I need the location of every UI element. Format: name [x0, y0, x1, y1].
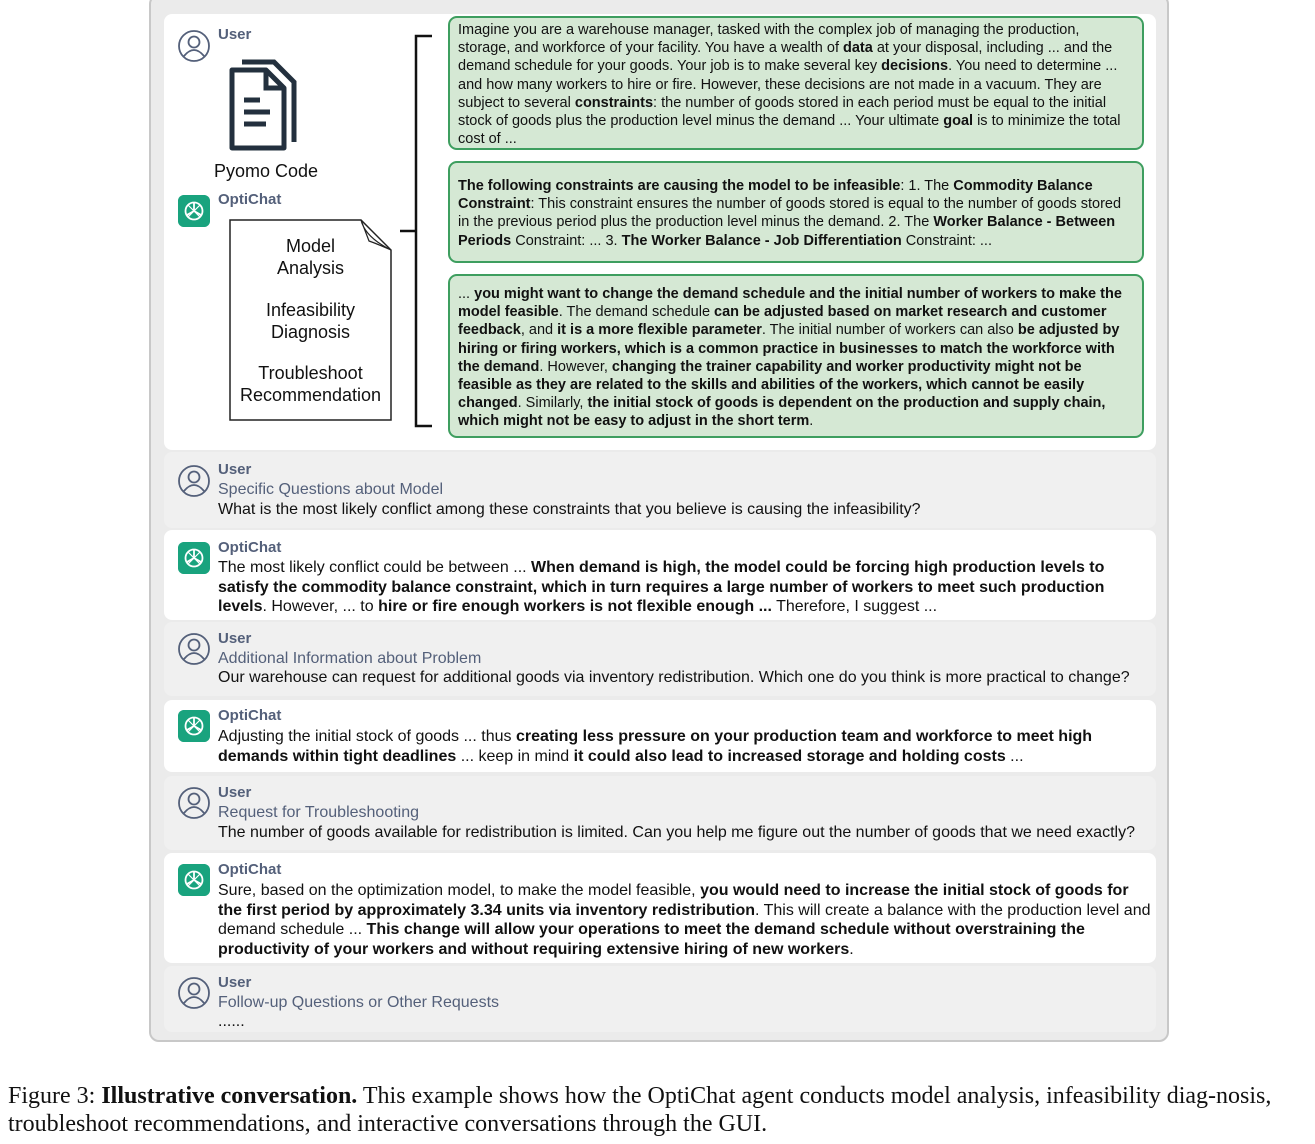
message-subtitle: Follow-up Questions or Other Requests [218, 994, 500, 1011]
emphasized-text: decisions [881, 58, 949, 75]
emphasized-text: it could also lead to increased storage and holding costs [573, 747, 1006, 765]
analysis-item: Diagnosis [270, 322, 351, 342]
text-run: ...... [218, 1013, 245, 1030]
emphasized-text: When demand is high, the model could be forcing high production levels to satisfy the commodity balance constraint, which in turn requires a large number of workers to meet such production levels [218, 559, 1105, 615]
troubleshoot-recommendation-box [448, 274, 1144, 438]
user-message [164, 452, 1156, 528]
user-avatar-icon [178, 977, 210, 1009]
text-run: , and [520, 322, 558, 339]
text-run: at your disposal, including ... and the demand schedule for your goods. Your job is to make several key [458, 40, 1113, 75]
message-subtitle: Specific Questions about Model [218, 481, 444, 498]
text-run: . [809, 413, 814, 430]
message-text [218, 881, 1153, 959]
message-text [218, 727, 1153, 766]
role-label: User [218, 974, 252, 991]
message-text [218, 500, 1153, 520]
user-message [164, 622, 1156, 696]
user-message [164, 966, 1156, 1032]
text-run: ... keep in mind [456, 747, 574, 765]
text-run: . This will create a balance with the production level and demand schedule ... [218, 901, 1151, 938]
emphasized-text: hire or fire enough workers is not flexible enough ... [378, 598, 772, 615]
bracket-connector [398, 34, 434, 428]
analysis-item: Infeasibility [265, 300, 356, 320]
text-run: Constraint: ... 3. [511, 232, 622, 249]
user-label: User [218, 26, 252, 43]
emphasized-text: creating less pressure on your production team and workforce to meet high demands within tight deadlines [218, 728, 1093, 765]
user-message [164, 776, 1156, 850]
message-text [218, 558, 1153, 617]
user-avatar-icon [178, 465, 210, 497]
text-run: Therefore, I suggest ... [771, 598, 938, 615]
text-run: Our warehouse can request for additional goods via inventory redistribution. Which one do you think is more practical to change? [218, 669, 1130, 686]
user-avatar-icon [178, 787, 210, 819]
text-run: is to minimize the total cost of ... [458, 113, 1121, 148]
infeasibility-diagnosis-box [448, 161, 1144, 263]
text-run: Adjusting the initial stock of goods ... thus [218, 728, 516, 745]
emphasized-text: changing the trainer capability and worker productivity might not be feasible as they are related to the skills and abilities of the workers, which cannot be easily changed [458, 358, 1085, 412]
role-label: OptiChat [218, 707, 282, 724]
text-run: . Similarly, [517, 395, 588, 412]
text-run: Constraint: ... [901, 232, 992, 249]
emphasized-text: The Worker Balance - Job Differentiation [621, 232, 902, 249]
figure-caption [8, 1082, 1308, 1138]
caption-text: This example shows how the OptiChat agent conducts model analysis, infeasibility diag-nosis, troubleshoot recommendations, and interactive conversations through the GUI. [8, 1083, 1272, 1137]
emphasized-text: it is a more flexible parameter [557, 322, 762, 339]
optichat-avatar-icon [178, 710, 210, 742]
message-text [218, 1012, 1153, 1032]
emphasized-text: you would need to increase the initial stock of goods for the first period by approximately 3.34 units via inventory redistribution [218, 882, 1129, 919]
text-run: . The demand schedule [558, 304, 715, 321]
caption-prefix: Figure 3: [8, 1083, 102, 1109]
optichat-avatar-icon [178, 542, 210, 574]
optichat-avatar-icon [178, 195, 210, 227]
emphasized-text: goal [943, 113, 974, 130]
message-text [218, 823, 1153, 843]
analysis-item: Recommendation [239, 385, 382, 405]
text-run: The most likely conflict could be between ... [218, 559, 532, 576]
emphasized-text: The following constraints are causing the model to be infeasible [458, 178, 901, 194]
optichat-avatar-icon [178, 864, 210, 896]
role-label: User [218, 630, 252, 647]
emphasized-text: data [843, 40, 873, 57]
analysis-item: Model [285, 236, 336, 256]
text-run: ... [458, 286, 475, 302]
role-label: User [218, 461, 252, 478]
text-run: : the number of goods stored in each period must be equal to the initial stock of goods plus the production level minus the demand ... Your ultimate [458, 94, 1107, 130]
pyomo-code-file-icon [226, 56, 304, 152]
text-run: The number of goods available for redistribution is limited. Can you help me figure out the number of goods that we need exactly? [218, 824, 1135, 841]
text-run: What is the most likely conflict among these constraints that you believe is causing the infeasibility? [218, 501, 921, 518]
text-run: . However, [539, 358, 612, 375]
text-run: Sure, based on the optimization model, to make the model feasible, [218, 882, 701, 899]
optichat-message [164, 530, 1156, 620]
analysis-item: Troubleshoot [258, 363, 363, 383]
text-run: : 1. The [900, 178, 954, 194]
user-avatar-icon [178, 30, 210, 62]
text-run: . You need to determine ... and how many workers to hire or fire. However, these decisions are not made in a vacuum. They are subject to several [458, 58, 1118, 111]
problem-description-box [448, 16, 1144, 150]
caption-title: Illustrative conversation. [101, 1083, 358, 1109]
text-run: ... [1005, 747, 1024, 765]
emphasized-text: Commodity Balance Constraint [458, 178, 1093, 213]
emphasized-text: can be adjusted based on market research and customer feedback [458, 304, 1107, 339]
text-run: : This constraint ensures the number of goods stored is equal to the number of goods stored in the previous period plus the production level minus the demand. 2. The [458, 196, 1122, 231]
optichat-label: OptiChat [218, 191, 282, 208]
emphasized-text: be adjusted by hiring or firing workers, which is a common practice in businesses to match the workforce with the demand [458, 322, 1120, 375]
text-run: Imagine you are a warehouse manager, tasked with the complex job of managing the production, storage, and workforce of your facility. You have a wealth of [458, 22, 1080, 57]
emphasized-text: This change will allow your operations to meet the demand schedule without overstraining the productivity of your workers and without requiring extensive hiring of new workers [218, 921, 1085, 958]
optichat-message [164, 853, 1156, 963]
emphasized-text: Worker Balance - Between Periods [458, 214, 1116, 249]
role-label: OptiChat [218, 539, 282, 556]
emphasized-text: constraints [574, 94, 654, 111]
pyomo-code-label: Pyomo Code [214, 161, 319, 181]
optichat-message [164, 700, 1156, 772]
message-subtitle: Additional Information about Problem [218, 650, 482, 667]
text-run: . The initial number of workers can also [761, 322, 1018, 339]
emphasized-text: you might want to change the demand schedule and the initial number of workers to make the model feasible [458, 286, 1122, 321]
message-text [218, 668, 1153, 688]
analysis-report-document [229, 219, 392, 421]
text-run: . However, ... to [262, 598, 379, 615]
analysis-item: Analysis [276, 258, 345, 278]
user-avatar-icon [178, 633, 210, 665]
text-run: . [849, 940, 854, 958]
message-subtitle: Request for Troubleshooting [218, 804, 420, 821]
role-label: OptiChat [218, 861, 282, 878]
role-label: User [218, 784, 252, 801]
emphasized-text: the initial stock of goods is dependent on the production and supply chain, which might not be easy to adjust in the short term [458, 395, 1106, 430]
